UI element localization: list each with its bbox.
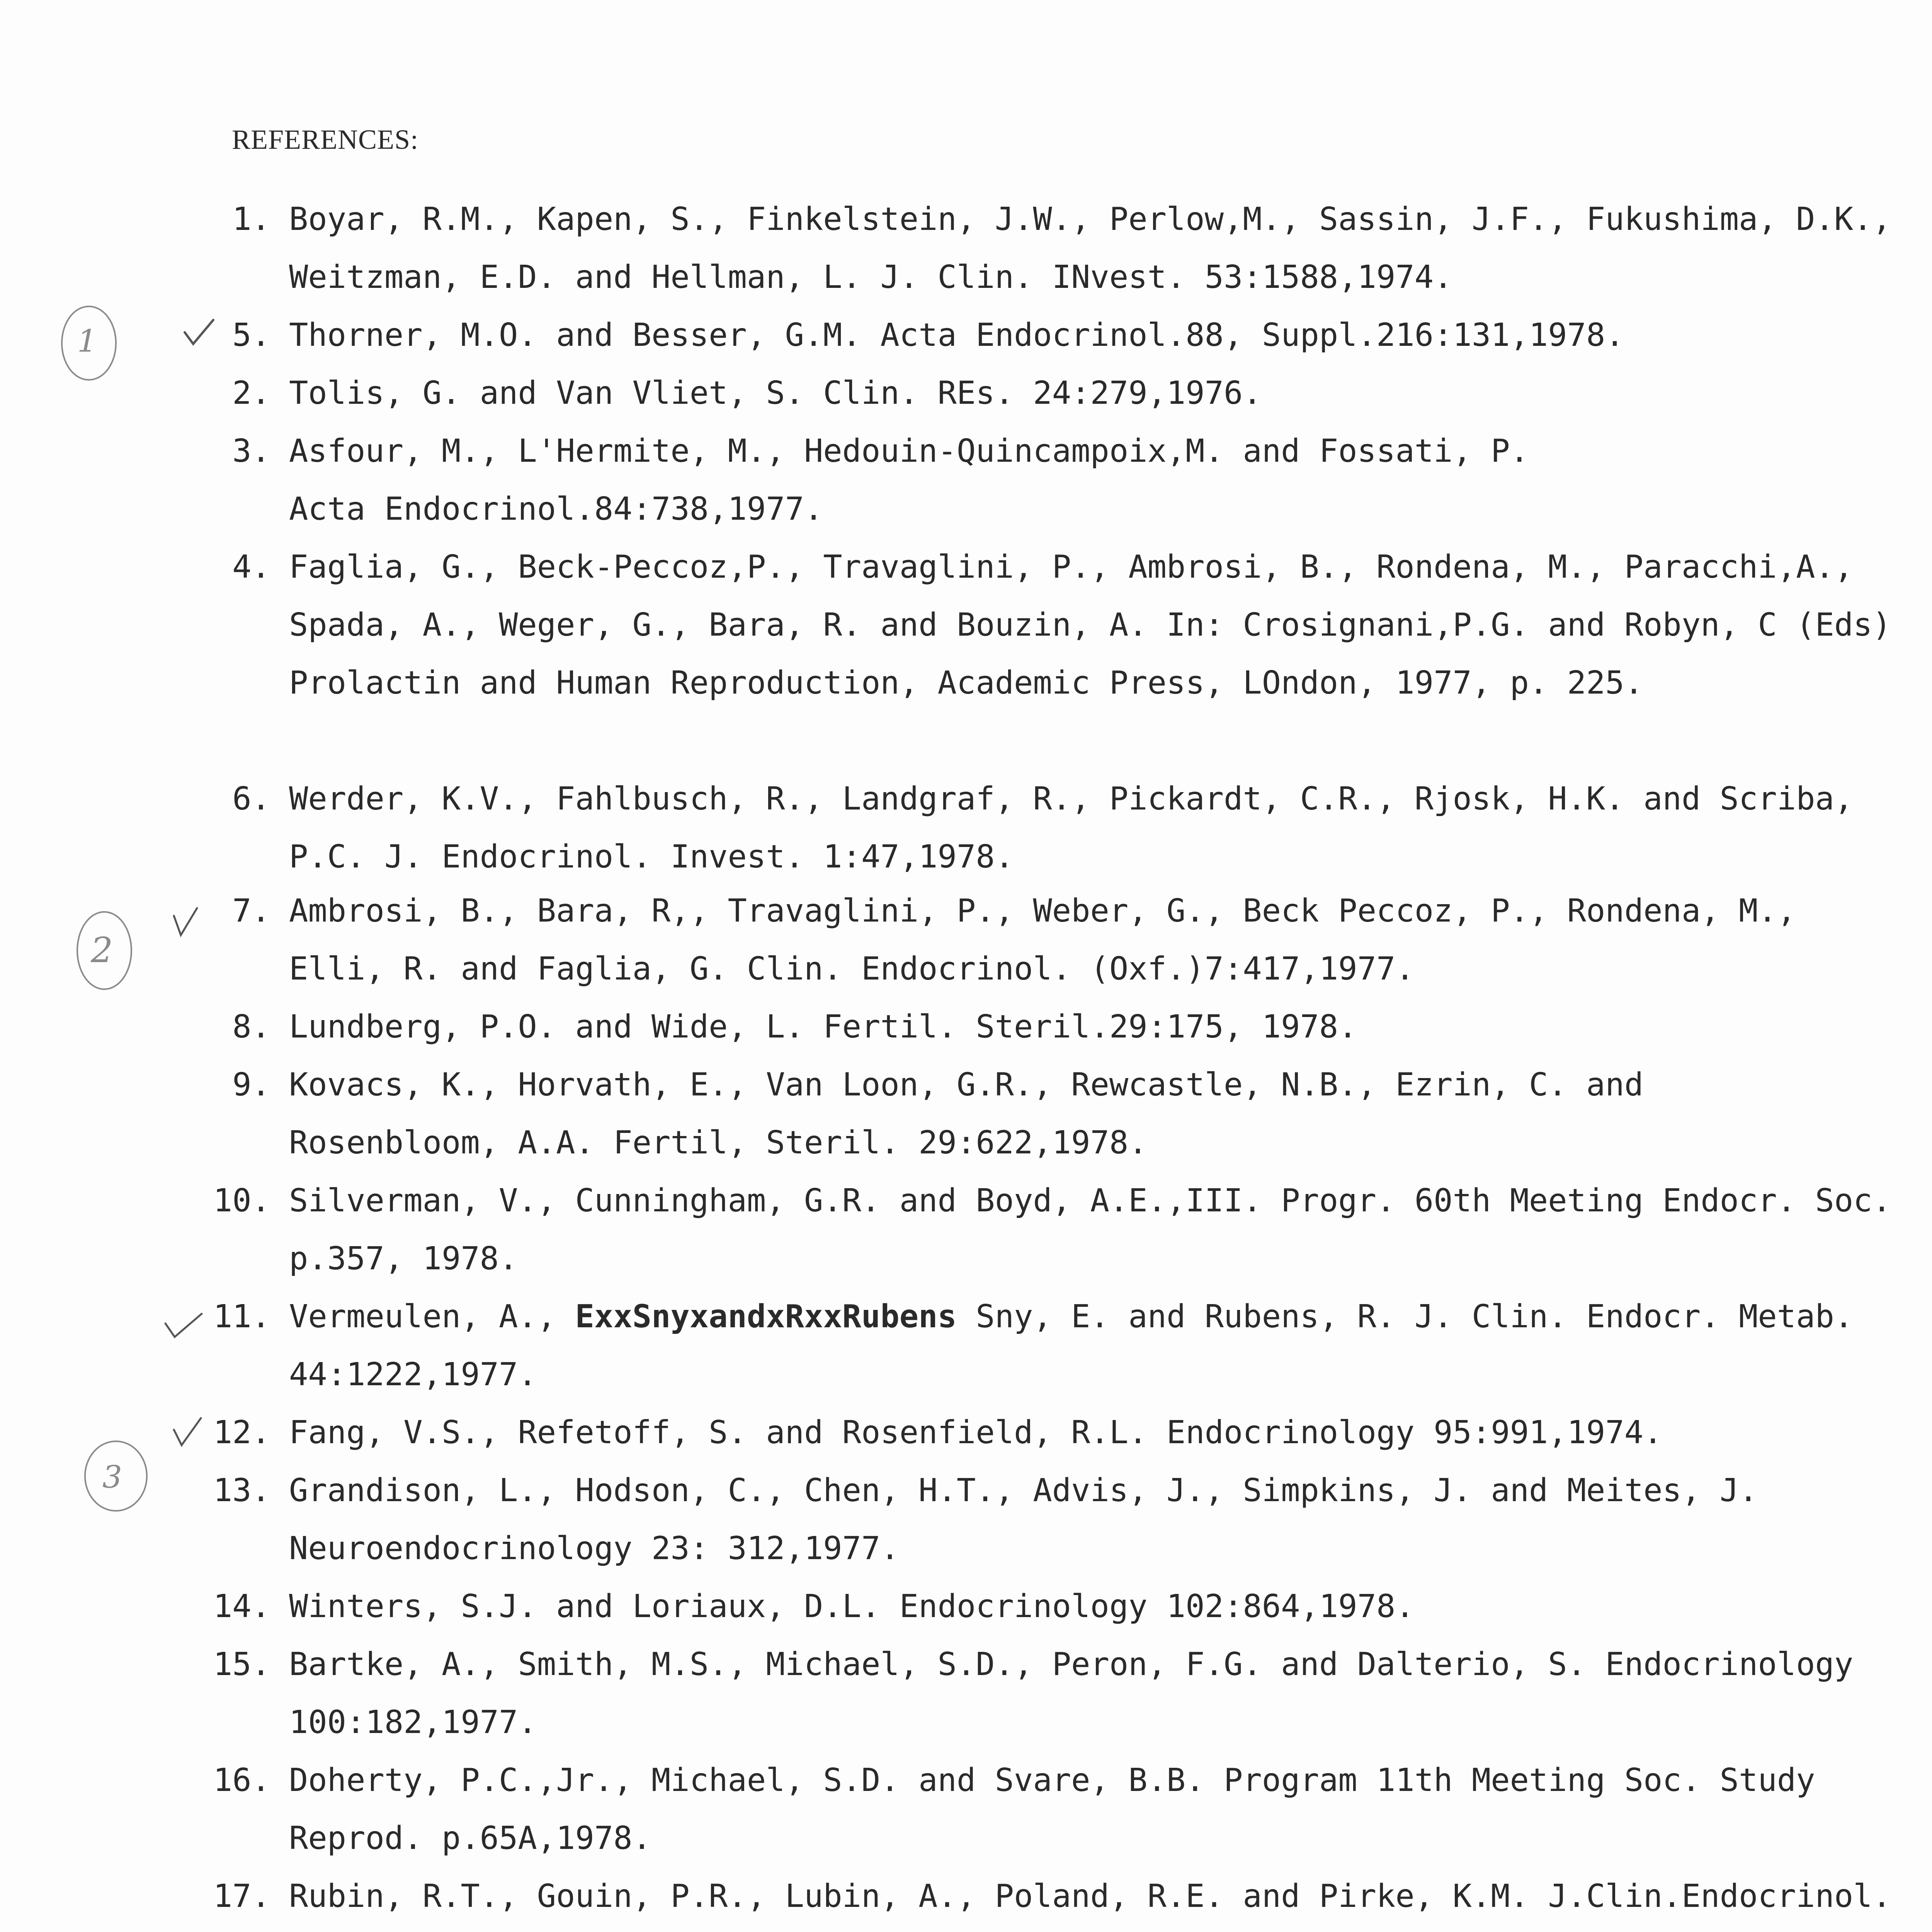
reference-text <box>289 1298 1853 1335</box>
reference-number: 3. <box>232 433 270 469</box>
reference-text: Winters, S.J. and Loriaux, D.L. Endocrinology 102:864,1978. <box>289 1588 1415 1625</box>
reference-text: Prolactin and Human Reproduction, Academic Press, LOndon, 1977, p. 225. <box>289 665 1644 701</box>
reference-text: Fang, V.S., Refetoff, S. and Rosenfield, R.L. Endocrinology 95:991,1974. <box>289 1414 1663 1451</box>
reference-text: 100:182,1977. <box>289 1704 537 1741</box>
reference-number: 11. <box>213 1298 270 1335</box>
svg-text:2: 2 <box>91 930 113 971</box>
reference-number: 17. <box>213 1878 270 1915</box>
reference-text: Boyar, R.M., Kapen, S., Finkelstein, J.W., Perlow,M., Sassin, J.F., Fukushima, D.K., <box>289 201 1891 238</box>
checkmark-icon <box>170 1414 205 1449</box>
reference-number: 8. <box>232 1009 270 1045</box>
reference-text: Reprod. p.65A,1978. <box>289 1820 651 1857</box>
reference-text: p.357, 1978. <box>289 1240 518 1277</box>
reference-text: Asfour, M., L'Hermite, M., Hedouin-Quincampoix,M. and Fossati, P. <box>289 433 1529 469</box>
circled-note-annotation <box>54 298 124 386</box>
reference-text: Grandison, L., Hodson, C., Chen, H.T., Advis, J., Simpkins, J. and Meites, J. <box>289 1472 1758 1509</box>
reference-number: 15. <box>213 1646 270 1683</box>
circled-note-3-icon <box>77 1434 155 1519</box>
reference-text: Acta Endocrinol.84:738,1977. <box>289 491 823 527</box>
svg-text:1: 1 <box>77 323 97 359</box>
reference-number: 10. <box>213 1182 270 1219</box>
reference-number: 13. <box>213 1472 270 1509</box>
circled-note-annotation <box>70 904 139 997</box>
reference-text: Neuroendocrinology 23: 312,1977. <box>289 1530 900 1567</box>
reference-text: Elli, R. and Faglia, G. Clin. Endocrinol. (Oxf.)7:417,1977. <box>289 951 1415 987</box>
reference-number: 14. <box>213 1588 270 1625</box>
circled-note-1-icon <box>54 298 124 386</box>
reference-text: P.C. J. Endocrinol. Invest. 1:47,1978. <box>289 838 1014 875</box>
checkmark-icon <box>162 1310 205 1341</box>
reference-text: Lundberg, P.O. and Wide, L. Fertil. Steril.29:175, 1978. <box>289 1009 1357 1045</box>
reference-number: 4. <box>232 549 270 585</box>
reference-number: 6. <box>232 781 270 817</box>
reference-number: 9. <box>232 1066 270 1103</box>
reference-number: 2. <box>232 375 270 412</box>
reference-number: 16. <box>213 1762 270 1799</box>
reference-text-start: Vermeulen, A., <box>289 1298 575 1335</box>
svg-text:3: 3 <box>102 1459 122 1495</box>
reference-text: Ambrosi, B., Bara, R,, Travaglini, P., Weber, G., Beck Peccoz, P., Rondena, M., <box>289 893 1796 929</box>
checkmark-icon <box>170 904 201 939</box>
reference-text: Kovacs, K., Horvath, E., Van Loon, G.R., Rewcastle, N.B., Ezrin, C. and <box>289 1066 1644 1103</box>
reference-number: 5. <box>232 317 270 354</box>
reference-number: 1. <box>232 201 270 238</box>
checkmark-icon <box>182 317 216 348</box>
struck-through-text: ExxSnyxandxRxxRubens <box>575 1298 957 1335</box>
reference-text: Spada, A., Weger, G., Bara, R. and Bouzin, A. In: Crosignani,P.G. and Robyn, C (Eds) <box>289 607 1891 643</box>
references-heading: REFERENCES: <box>232 124 419 155</box>
circled-note-annotation <box>77 1434 155 1519</box>
reference-text: Bartke, A., Smith, M.S., Michael, S.D., Peron, F.G. and Dalterio, S. Endocrinology <box>289 1646 1854 1683</box>
reference-text: Doherty, P.C.,Jr., Michael, S.D. and Svare, B.B. Program 11th Meeting Soc. Study <box>289 1762 1815 1799</box>
reference-number: 12. <box>213 1414 270 1451</box>
reference-text: Faglia, G., Beck-Peccoz,P., Travaglini, P., Ambrosi, B., Rondena, M., Paracchi,A., <box>289 549 1854 585</box>
reference-text: 44:1222,1977. <box>289 1356 537 1393</box>
reference-text: Tolis, G. and Van Vliet, S. Clin. REs. 24:279,1976. <box>289 375 1262 412</box>
reference-text: Rosenbloom, A.A. Fertil, Steril. 29:622,1978. <box>289 1124 1148 1161</box>
reference-text: Werder, K.V., Fahlbusch, R., Landgraf, R., Pickardt, C.R., Rjosk, H.K. and Scriba, <box>289 781 1854 817</box>
reference-text: Weitzman, E.D. and Hellman, L. J. Clin. INvest. 53:1588,1974. <box>289 259 1453 296</box>
reference-text: Thorner, M.O. and Besser, G.M. Acta Endocrinol.88, Suppl.216:131,1978. <box>289 317 1624 354</box>
reference-text-rest: Sny, E. and Rubens, R. J. Clin. Endocr. Metab. <box>956 1298 1854 1335</box>
reference-number: 7. <box>232 893 270 929</box>
reference-text: Silverman, V., Cunningham, G.R. and Boyd, A.E.,III. Progr. 60th Meeting Endocr. Soc. <box>289 1182 1891 1219</box>
reference-text: Rubin, R.T., Gouin, P.R., Lubin, A., Poland, R.E. and Pirke, K.M. J.Clin.Endocrinol. <box>289 1878 1891 1915</box>
circled-note-2-icon <box>70 904 139 997</box>
